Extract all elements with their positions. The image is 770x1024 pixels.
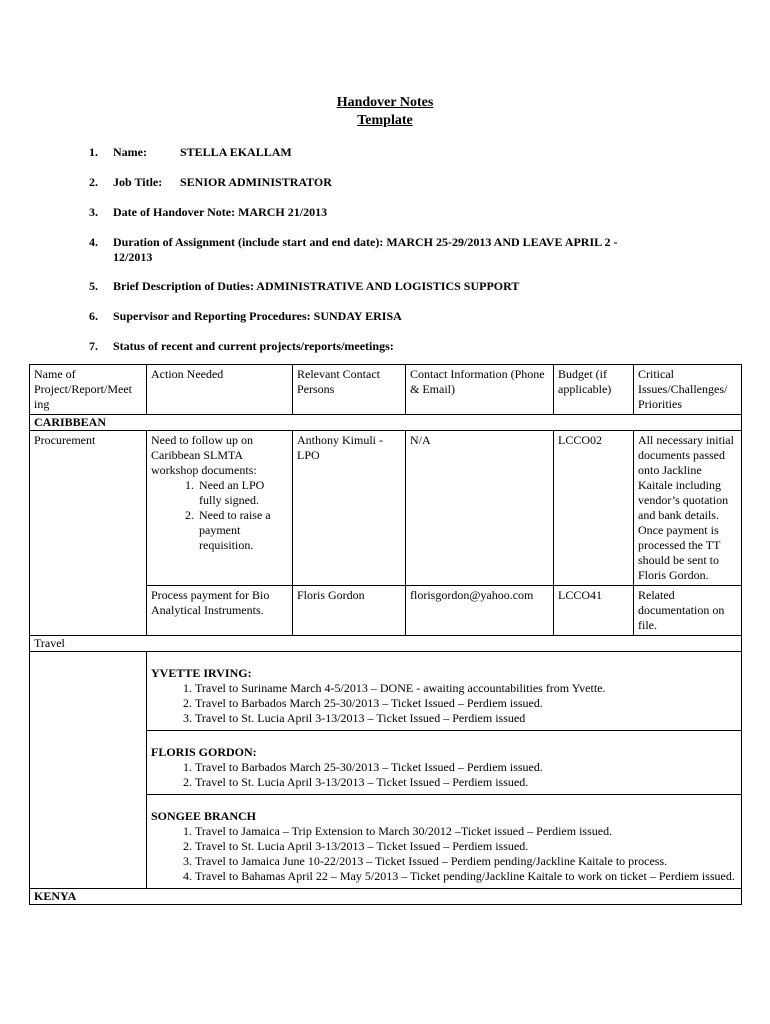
status-table bbox=[29, 364, 742, 905]
action-cell: Process payment for Bio Analytical Instruments. bbox=[147, 586, 293, 636]
header-budget: Budget (if applicable) bbox=[554, 365, 634, 415]
name-value: STELLA EKALLAM bbox=[180, 145, 292, 159]
document-subtitle: Template bbox=[357, 113, 413, 128]
list-item: 2. Travel to St. Lucia April 3-13/2013 – Ticket Issued – Perdiem issued. bbox=[195, 775, 737, 790]
list-item: 4. Travel to Bahamas April 22 – May 5/2013 – Ticket pending/Jackline Kaitale to work on ticket – Perdiem issued. bbox=[195, 869, 737, 884]
table-header-row bbox=[30, 365, 742, 415]
contact-cell: Anthony Kimuli - LPO bbox=[293, 431, 406, 586]
info-cell: florisgordon@yahoo.com bbox=[406, 586, 554, 636]
list-item: 2. Travel to St. Lucia April 3-13/2013 – Ticket Issued – Perdiem issued. bbox=[195, 839, 737, 854]
list-item: 3. Travel to St. Lucia April 3-13/2013 – Ticket Issued – Perdiem issued bbox=[195, 711, 737, 726]
budget-cell: LCCO02 bbox=[554, 431, 634, 586]
list-item: 1. Travel to Barbados March 25-30/2013 – Ticket Issued – Perdiem issued. bbox=[195, 760, 737, 775]
travel-label: Travel bbox=[30, 636, 742, 652]
issues-cell: Related documentation on file. bbox=[634, 586, 742, 636]
region-row bbox=[30, 415, 742, 431]
list-item: 2. Need to raise a payment requisition. bbox=[197, 508, 288, 553]
contact-cell: Floris Gordon bbox=[293, 586, 406, 636]
action-list bbox=[151, 478, 288, 553]
header-action: Action Needed bbox=[147, 365, 293, 415]
list-item: 2. Travel to Barbados March 25-30/2013 – Ticket Issued – Perdiem issued. bbox=[195, 696, 737, 711]
travel-group-floris: FLORIS GORDON: 1. Travel to Barbados March 25-30/2013 – Ticket Issued – Perdiem issued. 2. Travel to St. Lucia April 3-13/2013 – Ticket Issued – Perdiem issued. bbox=[147, 731, 742, 795]
list-item: 1. Need an LPO fully signed. bbox=[197, 478, 288, 508]
list-item: 1. Travel to Suriname March 4-5/2013 – DONE - awaiting accountabilities from Yvette. bbox=[195, 681, 737, 696]
table-row bbox=[30, 431, 742, 586]
item-duration: 4. Duration of Assignment (include start and end date): MARCH 25-29/2013 AND LEAVE APRIL 2 - 12/2013 bbox=[89, 235, 618, 264]
header-name: Name of Project/Report/Meet ing bbox=[30, 365, 147, 415]
list-item: 1. Travel to Jamaica – Trip Extension to March 30/2012 –Ticket issued – Perdiem issued. bbox=[195, 824, 737, 839]
travel-group-yvette: YVETTE IRVING: 1. Travel to Suriname March 4-5/2013 – DONE - awaiting accountabilities from Yvette. 2. Travel to Barbados March 25-30/2013 – Ticket Issued – Perdiem issued. 3. Travel to St. Lucia April 3-13/2013 – Ticket Issued – Perdiem issued bbox=[147, 652, 742, 731]
header-contact-info: Contact Information (Phone & Email) bbox=[406, 365, 554, 415]
job-title-value: SENIOR ADMINISTRATOR bbox=[180, 175, 332, 189]
header-issues: Critical Issues/Challenges/ Priorities bbox=[634, 365, 742, 415]
travel-group-songee: SONGEE BRANCH 1. Travel to Jamaica – Trip Extension to March 30/2012 –Ticket issued – Perdiem issued. 2. Travel to St. Lucia April 3-13/2013 – Ticket Issued – Perdiem issued. 3. Travel to Jamaica June 10-22/2013 – Ticket Issued – Perdiem pending/Jackline Kaitale to process. 4. Travel to Bahamas April 22 – May 5/2013 – Ticket pending/Jackline Kaitale to work on ticket – Perdiem issued. bbox=[147, 795, 742, 889]
region-caribbean: CARIBBEAN bbox=[30, 415, 742, 431]
document-title: Handover Notes bbox=[336, 95, 434, 110]
travel-empty-cell bbox=[30, 652, 147, 889]
issues-cell: All necessary initial documents passed onto Jackline Kaitale including vendor’s quotation and bank details. Once payment is processed the TT should be sent to Floris Gordon. bbox=[634, 431, 742, 586]
table-row bbox=[30, 652, 742, 731]
info-cell: N/A bbox=[406, 431, 554, 586]
budget-cell: LCCO41 bbox=[554, 586, 634, 636]
travel-label-row bbox=[30, 636, 742, 652]
action-cell: Need to follow up on Caribbean SLMTA workshop documents: 1. Need an LPO fully signed. 2. Need to raise a payment requisition. bbox=[147, 431, 293, 586]
region-row bbox=[30, 889, 742, 905]
procurement-label: Procurement bbox=[30, 431, 147, 636]
region-kenya: KENYA bbox=[30, 889, 742, 905]
list-item: 3. Travel to Jamaica June 10-22/2013 – Ticket Issued – Perdiem pending/Jackline Kaitale to process. bbox=[195, 854, 737, 869]
header-contact: Relevant Contact Persons bbox=[293, 365, 406, 415]
